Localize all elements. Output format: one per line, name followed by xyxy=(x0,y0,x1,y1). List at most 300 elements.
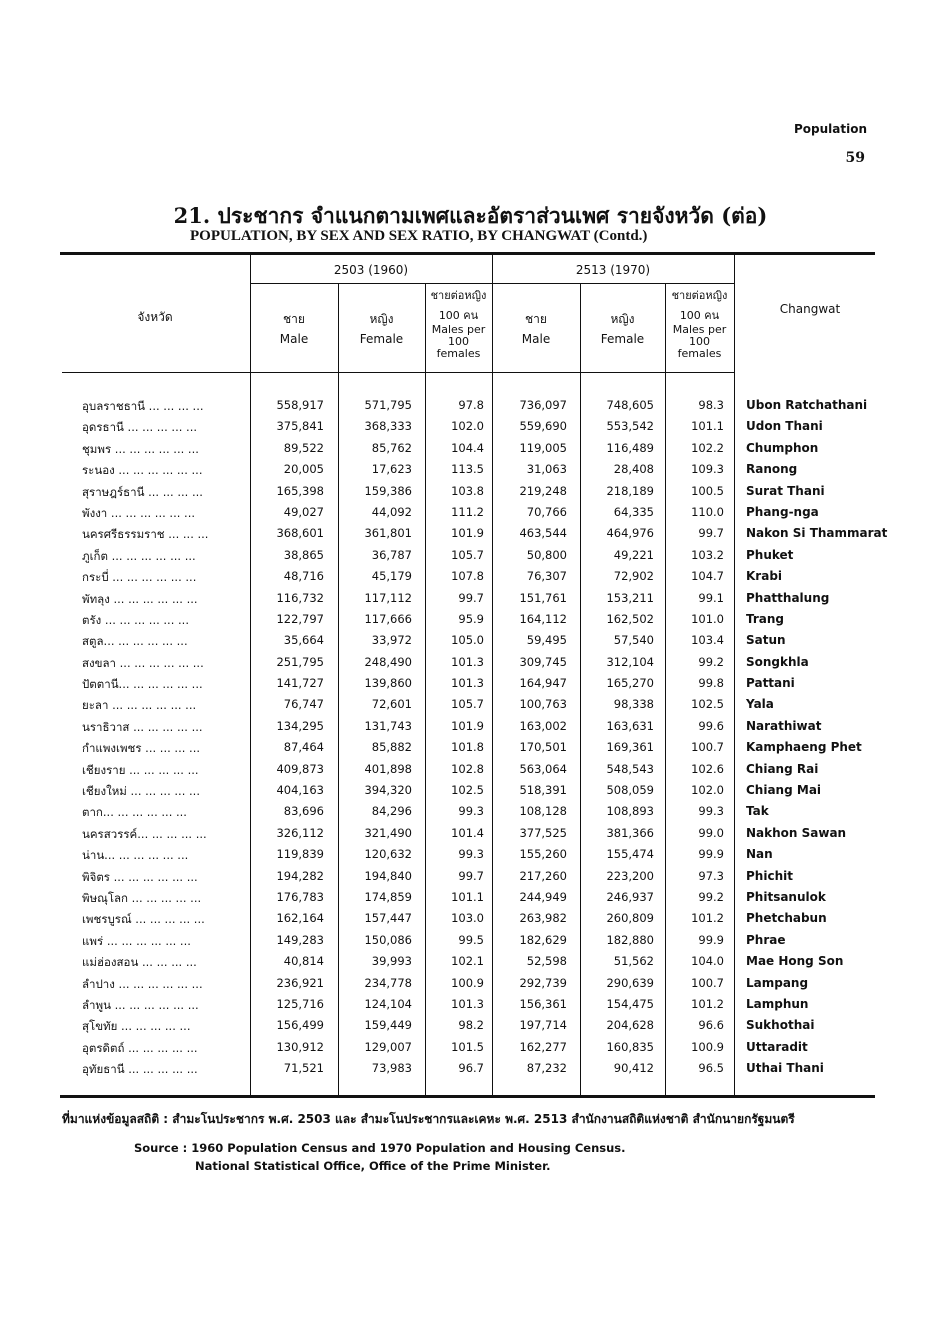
table-row xyxy=(0,888,941,909)
male-1960-cell: 375,841 xyxy=(276,419,324,434)
female-1960-cell: 401,898 xyxy=(364,761,412,776)
female-1960-cell: 139,860 xyxy=(364,676,412,691)
ratio-1970-cell: 99.6 xyxy=(698,718,724,733)
province-thai-cell: พัทลุง ... ... ... ... ... ... xyxy=(82,591,198,606)
ratio-1970-cell: 99.8 xyxy=(698,676,724,691)
female-1960-cell: 117,112 xyxy=(364,590,412,605)
male-1970-cell: 31,063 xyxy=(526,462,567,477)
changwat-cell: Yala xyxy=(746,697,774,712)
table-row xyxy=(0,546,941,567)
female-1970-cell: 290,639 xyxy=(606,975,654,990)
ratio-1970-cell: 96.6 xyxy=(698,1018,724,1033)
table-title-thai: 21. ประชากร จำแนกตามเพศและอัตราส่วนเพศ รายจังหวัด (ต่อ) xyxy=(173,203,768,228)
changwat-cell: Phitsanulok xyxy=(746,889,826,904)
table-row xyxy=(0,674,941,695)
male-1970-cell: 119,005 xyxy=(519,440,567,455)
male-1970-cell: 170,501 xyxy=(519,740,567,755)
source-english-line2: National Statistical Office, Office of the Prime Minister. xyxy=(195,1159,551,1173)
female-1960-cell: 124,104 xyxy=(364,996,412,1011)
female-1960-cell: 368,333 xyxy=(364,419,412,434)
year-1970-header: 2513 (1970) xyxy=(575,263,651,277)
male-1970-cell: 182,629 xyxy=(519,932,567,947)
ratio-1970-cell: 102.5 xyxy=(691,697,724,712)
female-1960-cell: 45,179 xyxy=(371,569,412,584)
table-row xyxy=(0,931,941,952)
ratio-1970-cell: 99.9 xyxy=(698,932,724,947)
male-1960-cell: 194,282 xyxy=(276,868,324,883)
female-1970-cell: 182,880 xyxy=(606,932,654,947)
ratio-english-label-2: 100 xyxy=(689,335,710,348)
male-1960-cell: 48,716 xyxy=(283,569,324,584)
changwat-cell: Phichit xyxy=(746,868,793,883)
table-row xyxy=(0,396,941,417)
table-row xyxy=(0,802,941,823)
province-thai-cell: อุทัยธานี ... ... ... ... ... xyxy=(82,1062,198,1077)
ratio-1970-cell: 99.7 xyxy=(698,526,724,541)
male-1970-cell: 156,361 xyxy=(519,996,567,1011)
ratio-1970-cell: 99.1 xyxy=(698,590,724,605)
female-1970-cell: 748,605 xyxy=(606,398,654,412)
table-row xyxy=(0,909,941,930)
table-row xyxy=(0,503,941,524)
female-1970-cell: 204,628 xyxy=(606,1018,654,1033)
province-thai-cell: ยะลา ... ... ... ... ... ... xyxy=(82,698,197,713)
male-1970-cell: 377,525 xyxy=(519,825,567,840)
ratio-1960-cell: 99.7 xyxy=(458,590,484,605)
ratio-1960-cell: 105.7 xyxy=(451,697,484,712)
male-1960-cell: 38,865 xyxy=(283,547,324,562)
male-1960-cell: 141,727 xyxy=(276,676,324,691)
male-1960-header xyxy=(250,312,338,347)
province-thai-cell: พิษณุโลก ... ... ... ... ... xyxy=(82,890,202,905)
province-thai-cell: อุตรดิตถ์ ... ... ... ... ... xyxy=(82,1040,198,1055)
male-1960-cell: 40,814 xyxy=(283,954,324,969)
male-1960-cell: 122,797 xyxy=(276,611,324,626)
male-1970-cell: 108,128 xyxy=(519,804,567,819)
changwat-cell: Phuket xyxy=(746,547,794,562)
ratio-1970-cell: 97.3 xyxy=(698,868,724,883)
province-thai-cell: ปัตตานี... ... ... ... ... ... xyxy=(82,677,203,692)
male-1970-cell: 155,260 xyxy=(519,847,567,862)
female-1960-cell: 234,778 xyxy=(364,975,412,990)
table-body xyxy=(0,396,941,1081)
ratio-1960-cell: 111.2 xyxy=(451,504,484,519)
ratio-1960-cell: 103.8 xyxy=(451,483,484,498)
male-1970-cell: 217,260 xyxy=(519,868,567,883)
female-1960-cell: 361,801 xyxy=(364,526,412,541)
province-thai-cell: กระบี่ ... ... ... ... ... ... xyxy=(82,570,197,585)
male-1960-cell: 156,499 xyxy=(276,1018,324,1033)
male-1960-cell: 176,783 xyxy=(276,889,324,904)
ratio-1970-cell: 99.9 xyxy=(698,847,724,862)
ratio-thai-label-2: 100 คน xyxy=(679,309,720,322)
female-1970-cell: 155,474 xyxy=(606,847,654,862)
male-1960-cell: 49,027 xyxy=(283,504,324,519)
female-1960-cell: 157,447 xyxy=(364,911,412,926)
changwat-cell: Lampang xyxy=(746,975,809,990)
changwat-cell: Chiang Mai xyxy=(746,783,822,798)
female-1970-cell: 116,489 xyxy=(606,440,654,455)
ratio-1960-cell: 104.4 xyxy=(451,440,484,455)
male-1960-cell: 119,839 xyxy=(276,847,324,862)
ratio-1960-cell: 103.0 xyxy=(451,911,484,926)
table-row xyxy=(0,439,941,460)
ratio-1960-cell: 101.5 xyxy=(451,1039,484,1054)
ratio-1960-cell: 97.8 xyxy=(458,398,484,412)
ratio-1960-cell: 101.3 xyxy=(451,654,484,669)
ratio-1970-cell: 103.2 xyxy=(691,547,724,562)
ratio-english-label-3: females xyxy=(677,347,722,360)
female-1960-cell: 571,795 xyxy=(364,398,412,412)
changwat-cell: Chiang Rai xyxy=(746,761,819,776)
female-1960-cell: 194,840 xyxy=(364,868,412,883)
ratio-1960-cell: 99.3 xyxy=(458,804,484,819)
ratio-thai-label-2: 100 คน xyxy=(438,309,479,322)
female-1970-cell: 553,542 xyxy=(606,419,654,434)
female-1970-cell: 223,200 xyxy=(606,868,654,883)
ratio-1970-cell: 110.0 xyxy=(691,504,724,519)
male-1970-cell: 197,714 xyxy=(519,1018,567,1033)
province-thai-cell: นครศรีธรรมราช ... ... ... xyxy=(82,527,209,542)
table-row xyxy=(0,1038,941,1059)
table-row xyxy=(0,717,941,738)
ratio-1960-cell: 101.8 xyxy=(451,740,484,755)
female-1960-cell: 159,386 xyxy=(364,483,412,498)
female-1970-cell: 260,809 xyxy=(606,911,654,926)
top-rule xyxy=(60,252,875,255)
table-row xyxy=(0,524,941,545)
female-1970-cell: 49,221 xyxy=(613,547,654,562)
female-1970-cell: 163,631 xyxy=(606,718,654,733)
table-row xyxy=(0,995,941,1016)
female-1970-cell: 165,270 xyxy=(606,676,654,691)
ratio-1970-cell: 100.7 xyxy=(691,740,724,755)
changwat-cell: Mae Hong Son xyxy=(746,954,844,969)
female-1970-cell: 169,361 xyxy=(606,740,654,755)
ratio-thai-label: ชายต่อหญิง xyxy=(430,289,487,302)
changwat-cell: Nakon Si Thammarat xyxy=(746,526,888,541)
female-english-label: Female xyxy=(600,332,645,346)
male-1960-cell: 134,295 xyxy=(276,718,324,733)
table-row xyxy=(0,631,941,652)
changwat-cell: Narathiwat xyxy=(746,718,822,733)
changwat-cell: Kamphaeng Phet xyxy=(746,740,862,755)
page-number: 59 xyxy=(845,150,865,166)
province-thai-cell: ชุมพร ... ... ... ... ... ... xyxy=(82,441,199,456)
changwat-cell: Phatthalung xyxy=(746,590,830,605)
province-thai-cell: แม่ฮ่องสอน ... ... ... ... xyxy=(82,955,197,970)
female-1970-cell: 28,408 xyxy=(613,462,654,477)
female-1960-cell: 129,007 xyxy=(364,1039,412,1054)
year-1970-rule xyxy=(492,283,734,284)
ratio-1970-cell: 99.2 xyxy=(698,654,724,669)
male-1960-cell: 89,522 xyxy=(283,440,324,455)
male-1960-cell: 236,921 xyxy=(276,975,324,990)
female-1970-cell: 108,893 xyxy=(606,804,654,819)
female-1970-cell: 57,540 xyxy=(613,633,654,648)
male-1960-cell: 130,912 xyxy=(276,1039,324,1054)
ratio-1970-cell: 104.7 xyxy=(691,569,724,584)
ratio-1970-cell: 104.0 xyxy=(691,954,724,969)
changwat-cell: Uthai Thani xyxy=(746,1061,824,1076)
ratio-1970-cell: 102.2 xyxy=(691,440,724,455)
ratio-1960-cell: 101.4 xyxy=(451,825,484,840)
female-1960-cell: 72,601 xyxy=(371,697,412,712)
province-thai-cell: สุโขทัย ... ... ... ... ... xyxy=(82,1019,191,1034)
male-1970-cell: 52,598 xyxy=(526,954,567,969)
ratio-english-label-3: females xyxy=(436,347,481,360)
province-thai-cell: นครสวรรค์... ... ... ... ... xyxy=(82,826,207,841)
table-row xyxy=(0,589,941,610)
female-1970-cell: 246,937 xyxy=(606,889,654,904)
province-thai-cell: แพร่ ... ... ... ... ... ... xyxy=(82,933,191,948)
ratio-1960-cell: 99.5 xyxy=(458,932,484,947)
source-english-line1: Source : 1960 Population Census and 1970 Population and Housing Census. xyxy=(134,1141,626,1155)
ratio-1960-cell: 102.8 xyxy=(451,761,484,776)
female-thai-label: หญิง xyxy=(369,312,394,326)
male-1970-cell: 559,690 xyxy=(519,419,567,434)
ratio-1970-cell: 109.3 xyxy=(691,462,724,477)
ratio-1960-cell: 101.1 xyxy=(451,889,484,904)
male-1970-cell: 59,495 xyxy=(526,633,567,648)
male-english-label: Male xyxy=(521,332,551,346)
female-1960-cell: 73,983 xyxy=(371,1061,412,1076)
province-thai-cell: พังงา ... ... ... ... ... ... xyxy=(82,505,196,520)
female-1960-cell: 84,296 xyxy=(371,804,412,819)
ratio-1970-cell: 99.2 xyxy=(698,889,724,904)
changwat-cell: Trang xyxy=(746,611,785,626)
female-1970-cell: 90,412 xyxy=(613,1061,654,1076)
ratio-1960-cell: 98.2 xyxy=(458,1018,484,1033)
table-row xyxy=(0,695,941,716)
female-1960-cell: 159,449 xyxy=(364,1018,412,1033)
province-thai-cell: พิจิตร ... ... ... ... ... ... xyxy=(82,869,198,884)
table-row xyxy=(0,567,941,588)
table-row xyxy=(0,974,941,995)
ratio-1960-cell: 102.0 xyxy=(451,419,484,434)
male-english-label: Male xyxy=(279,332,309,346)
male-1970-cell: 70,766 xyxy=(526,504,567,519)
table-row xyxy=(0,1016,941,1037)
female-1960-cell: 85,882 xyxy=(371,740,412,755)
male-1960-cell: 404,163 xyxy=(276,783,324,798)
female-1960-cell: 174,859 xyxy=(364,889,412,904)
province-thai-cell: สุราษฎร์ธานี ... ... ... ... xyxy=(82,484,203,499)
province-thai-cell: สงขลา ... ... ... ... ... ... xyxy=(82,655,204,670)
male-1970-cell: 151,761 xyxy=(519,590,567,605)
male-1960-cell: 409,873 xyxy=(276,761,324,776)
ratio-1970-cell: 99.0 xyxy=(698,825,724,840)
female-1960-cell: 150,086 xyxy=(364,932,412,947)
male-1970-cell: 736,097 xyxy=(519,398,567,412)
male-1960-cell: 71,521 xyxy=(283,1061,324,1076)
ratio-1970-cell: 101.2 xyxy=(691,996,724,1011)
province-thai-cell: น่าน... ... ... ... ... ... xyxy=(82,848,189,863)
table-row xyxy=(0,653,941,674)
year-1960-rule xyxy=(250,283,492,284)
changwat-cell: Ranong xyxy=(746,462,798,477)
ratio-1960-cell: 101.9 xyxy=(451,526,484,541)
table-row xyxy=(0,867,941,888)
ratio-1960-cell: 113.5 xyxy=(451,462,484,477)
province-thai-cell: ระนอง ... ... ... ... ... ... xyxy=(82,463,203,478)
ratio-1960-cell: 101.3 xyxy=(451,996,484,1011)
changwat-cell: Phang-nga xyxy=(746,504,819,519)
ratio-english-label-2: 100 xyxy=(448,335,469,348)
table-row xyxy=(0,760,941,781)
table-row xyxy=(0,845,941,866)
changwat-cell: Uttaradit xyxy=(746,1039,808,1054)
male-1970-cell: 563,064 xyxy=(519,761,567,776)
male-1970-cell: 219,248 xyxy=(519,483,567,498)
changwat-cell: Chumphon xyxy=(746,440,819,455)
changwat-cell: Udon Thani xyxy=(746,419,823,434)
ratio-english-label: Males per xyxy=(672,323,727,336)
ratio-1960-cell: 105.7 xyxy=(451,547,484,562)
male-1970-cell: 164,112 xyxy=(519,611,567,626)
ratio-1960-cell: 101.9 xyxy=(451,718,484,733)
male-1960-cell: 87,464 xyxy=(283,740,324,755)
table-title-english: POPULATION, BY SEX AND SEX RATIO, BY CHANGWAT (Contd.) xyxy=(190,228,648,244)
ratio-1960-cell: 96.7 xyxy=(458,1061,484,1076)
female-1970-cell: 162,502 xyxy=(606,611,654,626)
province-thai-cell: เชียงราย ... ... ... ... ... xyxy=(82,762,199,777)
male-1970-cell: 50,800 xyxy=(526,547,567,562)
changwat-cell: Lamphun xyxy=(746,996,809,1011)
male-1960-cell: 83,696 xyxy=(283,804,324,819)
male-1970-cell: 76,307 xyxy=(526,569,567,584)
changwat-cell: Phrae xyxy=(746,932,786,947)
female-1970-cell: 153,211 xyxy=(606,590,654,605)
province-thai-header: จังหวัด xyxy=(137,310,173,324)
changwat-cell: Nan xyxy=(746,847,773,862)
table-row xyxy=(0,738,941,759)
changwat-cell: Satun xyxy=(746,633,786,648)
changwat-cell: Ubon Ratchathani xyxy=(746,398,868,412)
ratio-1970-cell: 101.2 xyxy=(691,911,724,926)
female-1970-cell: 154,475 xyxy=(606,996,654,1011)
changwat-cell: Surat Thani xyxy=(746,483,825,498)
male-1960-cell: 558,917 xyxy=(276,398,324,412)
female-1960-cell: 85,762 xyxy=(371,440,412,455)
ratio-1970-cell: 98.3 xyxy=(698,398,724,412)
male-1960-cell: 149,283 xyxy=(276,932,324,947)
female-1960-cell: 131,743 xyxy=(364,718,412,733)
table-row xyxy=(0,460,941,481)
female-1970-cell: 51,562 xyxy=(613,954,654,969)
province-thai-cell: กำแพงเพชร ... ... ... ... xyxy=(82,741,201,756)
female-1970-header xyxy=(580,312,665,347)
female-1960-header xyxy=(338,312,425,347)
province-thai-cell: อุบลราชธานี ... ... ... ... xyxy=(82,399,204,413)
table-row xyxy=(0,610,941,631)
female-1970-cell: 160,835 xyxy=(606,1039,654,1054)
female-1970-cell: 64,335 xyxy=(613,504,654,519)
male-1960-cell: 116,732 xyxy=(276,590,324,605)
male-1970-cell: 263,982 xyxy=(519,911,567,926)
ratio-1960-cell: 102.5 xyxy=(451,783,484,798)
female-1970-cell: 218,189 xyxy=(606,483,654,498)
table-row xyxy=(0,781,941,802)
female-1960-cell: 394,320 xyxy=(364,783,412,798)
table-row xyxy=(0,952,941,973)
female-1960-cell: 39,993 xyxy=(371,954,412,969)
ratio-1970-cell: 101.1 xyxy=(691,419,724,434)
ratio-1970-cell: 99.3 xyxy=(698,804,724,819)
province-thai-cell: อุดรธานี ... ... ... ... ... xyxy=(82,420,197,435)
female-1970-cell: 72,902 xyxy=(613,569,654,584)
female-english-label: Female xyxy=(359,332,404,346)
male-1960-cell: 165,398 xyxy=(276,483,324,498)
ratio-1970-cell: 96.5 xyxy=(698,1061,724,1076)
ratio-1960-cell: 99.7 xyxy=(458,868,484,883)
male-1970-cell: 162,277 xyxy=(519,1039,567,1054)
ratio-1960-cell: 105.0 xyxy=(451,633,484,648)
ratio-1970-cell: 100.7 xyxy=(691,975,724,990)
male-1970-cell: 244,949 xyxy=(519,889,567,904)
province-thai-cell: ตาก... ... ... ... ... ... xyxy=(82,805,187,820)
header-bottom-rule xyxy=(62,372,734,373)
female-1960-cell: 44,092 xyxy=(371,504,412,519)
ratio-1960-cell: 101.3 xyxy=(451,676,484,691)
female-1960-cell: 33,972 xyxy=(371,633,412,648)
male-1960-cell: 76,747 xyxy=(283,697,324,712)
province-thai-cell: เชียงใหม่ ... ... ... ... ... xyxy=(82,784,200,799)
ratio-1970-cell: 102.6 xyxy=(691,761,724,776)
male-1970-cell: 87,232 xyxy=(526,1061,567,1076)
table-row xyxy=(0,1059,941,1080)
female-1970-cell: 312,104 xyxy=(606,654,654,669)
province-thai-cell: เพชรบูรณ์ ... ... ... ... ... xyxy=(82,912,205,927)
ratio-1960-cell: 99.3 xyxy=(458,847,484,862)
male-1970-cell: 163,002 xyxy=(519,718,567,733)
female-1970-cell: 98,338 xyxy=(613,697,654,712)
province-thai-cell: ภูเก็ต ... ... ... ... ... ... xyxy=(82,548,196,563)
changwat-cell: Songkhla xyxy=(746,654,809,669)
female-1970-cell: 381,366 xyxy=(606,825,654,840)
changwat-cell: Nakhon Sawan xyxy=(746,825,847,840)
section-header: Population xyxy=(793,122,867,136)
ratio-1970-cell: 101.0 xyxy=(691,611,724,626)
year-1960-header: 2503 (1960) xyxy=(333,263,409,277)
female-1960-cell: 120,632 xyxy=(364,847,412,862)
female-1960-cell: 117,666 xyxy=(364,611,412,626)
table-row xyxy=(0,824,941,845)
male-1970-cell: 518,391 xyxy=(519,783,567,798)
ratio-1960-cell: 102.1 xyxy=(451,954,484,969)
changwat-cell: Tak xyxy=(746,804,769,819)
ratio-1960-cell: 100.9 xyxy=(451,975,484,990)
changwat-cell: Sukhothai xyxy=(746,1018,815,1033)
province-thai-cell: สตูล... ... ... ... ... ... xyxy=(82,634,188,649)
changwat-header: Changwat xyxy=(779,302,841,316)
male-1970-cell: 164,947 xyxy=(519,676,567,691)
female-1960-cell: 321,490 xyxy=(364,825,412,840)
table-row xyxy=(0,417,941,438)
ratio-1960-header xyxy=(425,290,492,360)
female-1970-cell: 508,059 xyxy=(606,783,654,798)
ratio-1970-cell: 103.4 xyxy=(691,633,724,648)
province-thai-cell: ลำพูน ... ... ... ... ... ... xyxy=(82,997,199,1012)
ratio-thai-label: ชายต่อหญิง xyxy=(671,289,728,302)
male-1970-cell: 309,745 xyxy=(519,654,567,669)
male-thai-label: ชาย xyxy=(283,312,305,326)
male-1970-header xyxy=(492,312,580,347)
changwat-cell: Pattani xyxy=(746,676,795,691)
male-1960-cell: 251,795 xyxy=(276,654,324,669)
male-1960-cell: 368,601 xyxy=(276,526,324,541)
female-1960-cell: 248,490 xyxy=(364,654,412,669)
